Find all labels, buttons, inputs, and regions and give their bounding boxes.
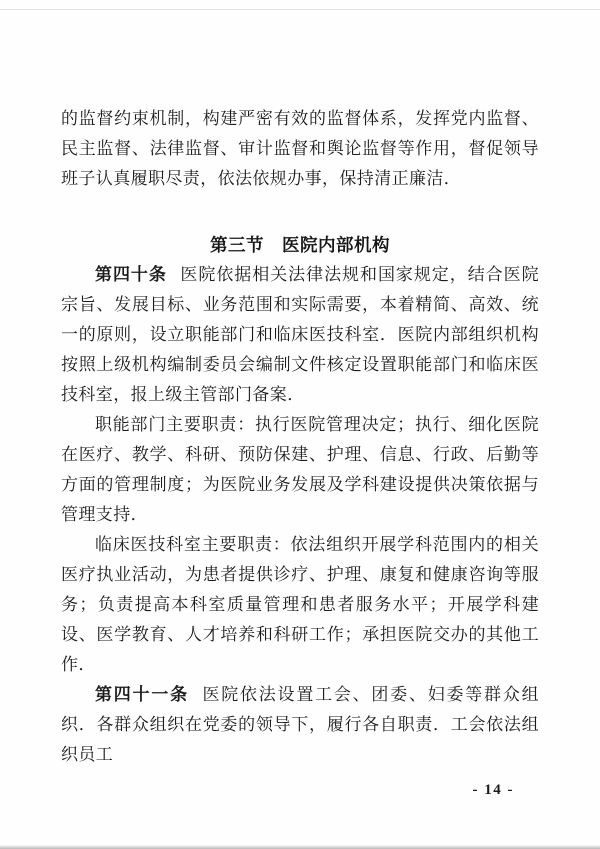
article-41-paragraph <box>61 680 539 770</box>
article-40-text: 医院依据相关法律法规和国家规定，结合医院宗旨、发展目标、业务范围和实际需要，本着精简、高效、统一的原则，设立职能部门和临床医技科室．医院内部组织机构按照上级机构编制委员会编制文件核定设置职能部门和临床医技科室，报上级主管部门备案． <box>61 265 539 404</box>
section-heading: 第三节 医院内部机构 <box>210 235 390 255</box>
article-41-label: 第四十一条 <box>95 685 189 704</box>
continuation-paragraph: 的监督约束机制，构建严密有效的监督体系，发挥党内监督、民主监督、法律监督、审计监督和舆论监督等作用，督促领导班子认真履职尽责，依法依规办事，保持清正廉洁． <box>61 109 539 188</box>
scan-edge-bottom-line <box>0 845 600 849</box>
document-body <box>61 104 539 770</box>
article-40-label: 第四十条 <box>95 265 167 284</box>
functional-departments-paragraph: 职能部门主要职责：执行医院管理决定；执行、细化医院在医疗、教学、科研、预防保建、护理、信息、行政、后勤等方面的管理制度；为医院业务发展及学科建设提供决策依据与管理支持． <box>61 415 539 524</box>
article-41-text: 医院依法设置工会、团委、妇委等群众组织．各群众组织在党委的领导下，履行各自职责．工会依法组织员工 <box>61 685 540 764</box>
page-number: - 14 - <box>472 782 514 798</box>
article-40-paragraph <box>61 260 539 410</box>
clinical-departments-paragraph: 临床医技科室主要职责：依法组织开展学科范围内的相关医疗执业活动，为患者提供诊疗、护理、康复和健康咨询等服务；负责提高本科室质量管理和患者服务水平；开展学科建设、医学教育、人才培养和科研工作；承担医院交办的其他工作． <box>61 535 539 674</box>
scan-edge-top-line <box>0 9 600 10</box>
